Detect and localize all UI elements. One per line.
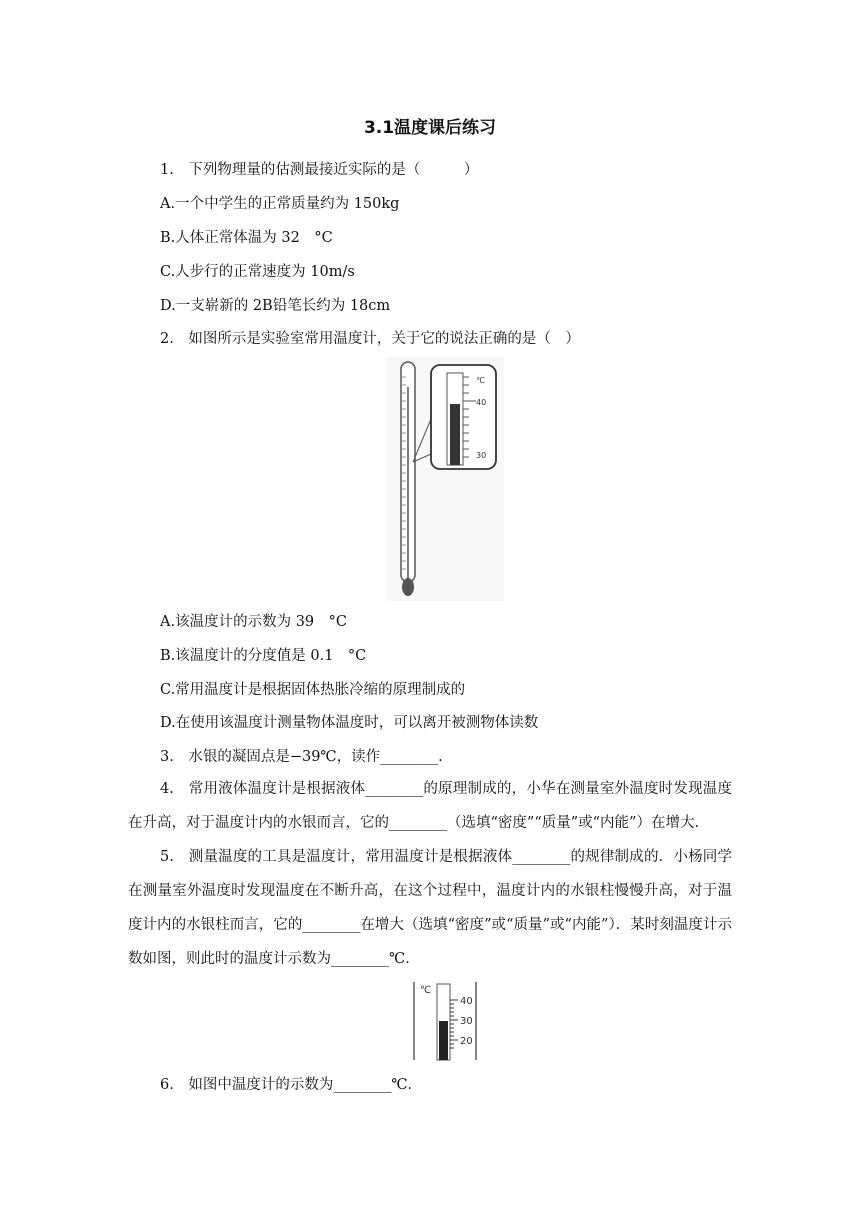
q1-option-c: C.人步行的正常速度为 10m/s bbox=[160, 264, 355, 280]
q2-option-b: B.该温度计的分度值是 0.1 °C bbox=[160, 648, 367, 664]
q3-text: 3. 水银的凝固点是−39℃，读作________. bbox=[160, 749, 443, 765]
q2-option-d: D.在使用该温度计测量物体温度时，可以离开被测物体读数 bbox=[160, 715, 539, 731]
q2-figure-tick-40: 40 bbox=[476, 398, 487, 407]
q5-text: 5. 测量温度的工具是温度计，常用温度计是根据液体________的规律制成的．小杨同学在测量室外温度时发现温度在不断升高，在这个过程中，温度计内的水银柱慢慢升高，对于温度计内的水银柱而言，它的________在增大（选填“密度”或“质量”或“内能”）．某时刻温度计示数如图，则此时的温度计示数为________℃． bbox=[128, 849, 732, 967]
q2-figure-tick-30: 30 bbox=[476, 451, 487, 460]
q1-stem: 1. 下列物理量的估测最接近实际的是（ ） bbox=[160, 162, 479, 178]
q5-figure-tick-20: 20 bbox=[460, 1036, 473, 1047]
q5-figure-tick-40: 40 bbox=[460, 996, 473, 1007]
q1-option-d: D.一支崭新的 2B铅笔长约为 18cm bbox=[160, 298, 391, 314]
q1-option-b: B.人体正常体温为 32 °C bbox=[160, 230, 333, 246]
q1-option-a: A.一个中学生的正常质量约为 150kg bbox=[160, 196, 400, 212]
q5-figure-tick-30: 30 bbox=[460, 1016, 473, 1027]
q2-figure-unit: ℃ bbox=[476, 376, 485, 385]
q2-option-a: A.该温度计的示数为 39 °C bbox=[160, 614, 347, 630]
q2-stem: 2. 如图所示是实验室常用温度计，关于它的说法正确的是（ ） bbox=[160, 331, 580, 347]
q2-option-c: C.常用温度计是根据固体热胀冷缩的原理制成的 bbox=[160, 682, 466, 698]
q6-text: 6. 如图中温度计的示数为________℃． bbox=[160, 1077, 423, 1093]
q5-thermometer-figure bbox=[410, 980, 480, 1066]
q2-thermometer-figure bbox=[386, 357, 504, 605]
q5-figure-unit: ℃ bbox=[420, 985, 432, 996]
page-title: 3.1温度课后练习 bbox=[363, 118, 497, 138]
q4-text: 4. 常用液体温度计是根据液体________的原理制成的，小华在测量室外温度时发现温度在升高，对于温度计内的水银而言，它的________（选填“密度”“质量”或“内能”）在增大. bbox=[128, 781, 732, 831]
